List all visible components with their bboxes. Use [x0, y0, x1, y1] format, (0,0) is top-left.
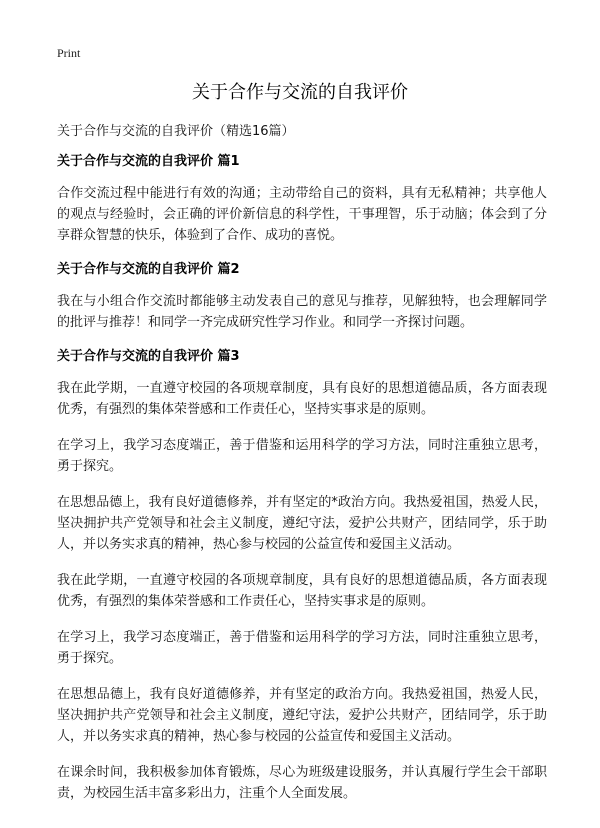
document-body — [57, 147, 547, 819]
section-3-paragraph-2: 在学习上，我学习态度端正，善于借鉴和运用科学的学习方法，同时注重独立思考，勇于探究。 — [57, 438, 547, 474]
section-3-paragraph-3: 在思想品德上，我有良好道德修养，并有坚定的*政治方向。我热爱祖国，热爱人民，坚决拥护共产党领导和社会主义制度，遵纪守法，爱护公共财产，团结同学，乐于助人，并以务实求真的精神，热心参与校园的公益宣传和爱国主义活动。 — [57, 495, 547, 552]
print-label: Print — [57, 46, 81, 60]
page-title: 关于合作与交流的自我评价 — [192, 82, 408, 103]
section-3-paragraph-5: 在学习上，我学习态度端正，善于借鉴和运用科学的学习方法，同时注重独立思考，勇于探究。 — [57, 630, 547, 666]
section-1-paragraph-1: 合作交流过程中能进行有效的沟通；主动带给自己的资料，具有无私精神；共享他人的观点与经验时，会正确的评价新信息的科学性，干事理智，乐于动脑；体会到了分享群众智慧的快乐，体验到了合作、成功的喜悦。 — [57, 186, 547, 243]
section-3-paragraph-7: 在课余时间，我积极参加体育锻炼，尽心为班级建设服务，并认真履行学生会干部职责，为校园生活丰富多彩出力，注重个人全面发展。 — [57, 765, 547, 801]
section-3-paragraph-6: 在思想品德上，我有良好道德修养，并有坚定的政治方向。我热爱祖国，热爱人民，坚决拥护共产党领导和社会主义制度，遵纪守法，爱护公共财产，团结同学，乐于助人，并以务实求真的精神，热心参与校园的公益宣传和爱国主义活动。 — [57, 687, 547, 744]
section-heading-3: 关于合作与交流的自我评价 篇3 — [57, 349, 240, 364]
section-heading-1: 关于合作与交流的自我评价 篇1 — [57, 154, 240, 169]
section-3-paragraph-4: 我在此学期，一直遵守校园的各项规章制度，具有良好的思想道德品质，各方面表现优秀，有强烈的集体荣誉感和工作责任心，坚持实事求是的原则。 — [57, 573, 547, 609]
section-2-paragraph-1: 我在与小组合作交流时都能够主动发表自己的意见与推荐，见解独特，也会理解同学的批评与推荐！和同学一齐完成研究性学习作业。和同学一齐探讨问题。 — [57, 294, 547, 330]
section-3-paragraph-1: 我在此学期，一直遵守校园的各项规章制度，具有良好的思想道德品质，各方面表现优秀，有强烈的集体荣誉感和工作责任心，坚持实事求是的原则。 — [57, 381, 547, 417]
section-heading-2: 关于合作与交流的自我评价 篇2 — [57, 262, 240, 277]
document-subtitle: 关于合作与交流的自我评价（精选16篇） — [57, 124, 295, 139]
